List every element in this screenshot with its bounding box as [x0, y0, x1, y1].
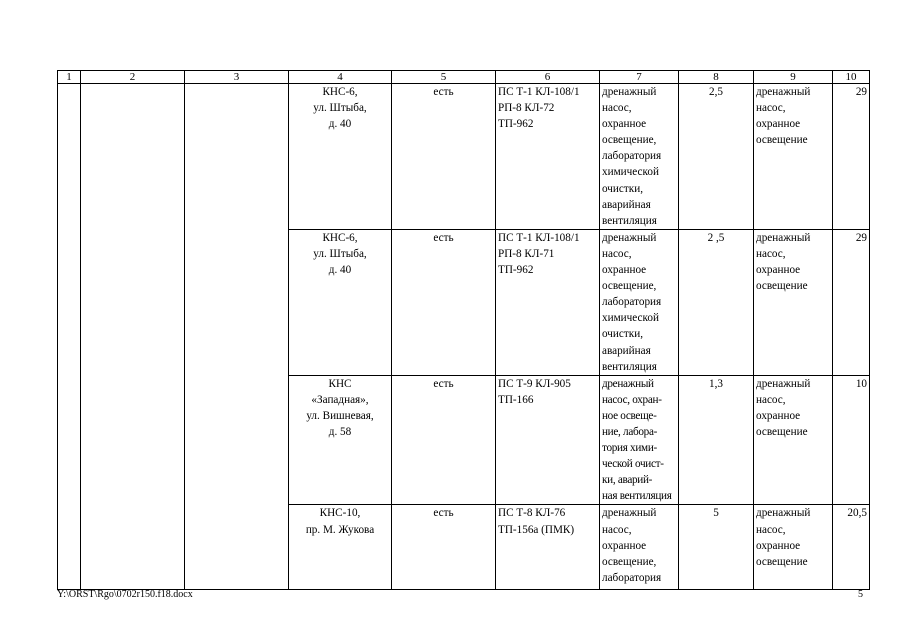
- cell-backup-consumers-line: дренажный: [756, 86, 811, 98]
- cell-consumers: [600, 375, 679, 505]
- cell-backup-consumers-line: освещение: [756, 280, 808, 293]
- cell-consumers-line: дренажный: [602, 86, 657, 98]
- cell-power-source: [496, 505, 600, 590]
- header-cell-2: 2: [81, 71, 185, 84]
- cell-power-source-line: ПС Т-8 КЛ-76: [498, 507, 566, 520]
- cell-consumers-line: ки, аварий-: [602, 474, 653, 487]
- cell-consumers-line: лаборатория: [602, 571, 662, 584]
- cell-backup-consumers: [754, 375, 833, 505]
- cell-consumers-line: ное освеще-: [602, 409, 657, 422]
- header-cell-5: 5: [392, 71, 496, 84]
- cell-consumers-line: охранное: [602, 118, 647, 131]
- cell-backup-consumers-line: насос,: [756, 393, 786, 406]
- cell-backup-consumers: [754, 505, 833, 590]
- cell-total-value: 20,5: [833, 505, 870, 590]
- cell-object: [289, 375, 392, 505]
- cell-object-line: д. 40: [328, 264, 352, 277]
- cell-consumers-line: охранное: [602, 539, 647, 552]
- cell-object-line: ул. Вишневая,: [306, 409, 374, 422]
- cell-consumers-line: дренажный: [602, 377, 654, 390]
- cell-consumers-line: тория хими-: [602, 442, 657, 455]
- header-cell-1: 1: [58, 71, 81, 84]
- cell-consumers-line: охранное: [602, 264, 647, 277]
- header-cell-8: 8: [679, 71, 754, 84]
- cell-total-value: 10: [833, 375, 870, 505]
- cell-power-source-line: ТП-962: [498, 118, 534, 131]
- cell-consumers-line: насос,: [602, 247, 632, 260]
- cell-backup-consumers-line: дренажный: [756, 377, 811, 390]
- cell-power-source-line: ТП-156а (ПМК): [498, 523, 575, 536]
- cell-consumers-line: дренажный: [602, 507, 657, 520]
- cell-backup-consumers-line: насос,: [756, 523, 786, 536]
- cell-object: [289, 229, 392, 375]
- header-cell-6: 6: [496, 71, 600, 84]
- cell-consumers-line: насос, охран-: [602, 393, 662, 406]
- cell-power-source-line: ПС Т-1 КЛ-108/1: [498, 86, 580, 98]
- header-cell-7: 7: [600, 71, 679, 84]
- cell-backup-consumers-line: охранное: [756, 409, 801, 422]
- header-cell-9: 9: [754, 71, 833, 84]
- cell-backup-consumers-line: насос,: [756, 247, 786, 260]
- cell-consumers-line: вентиляция: [602, 214, 657, 227]
- cell-availability: есть: [392, 375, 496, 505]
- cell-power-value: 2 ,5: [679, 229, 754, 375]
- cell-consumers-line: аварийная: [602, 344, 651, 357]
- table-row: [58, 84, 870, 230]
- cell-consumers-line: освещение,: [602, 280, 657, 293]
- cell-object-line: д. 58: [328, 425, 352, 438]
- cell-total-value: 29: [833, 229, 870, 375]
- cell-backup-consumers-line: освещение: [756, 134, 808, 147]
- cell-backup-consumers: [754, 229, 833, 375]
- empty-cell-col2: [81, 84, 185, 590]
- cell-consumers-line: насос,: [602, 523, 632, 536]
- cell-power-source-line: ПС Т-9 КЛ-905: [498, 377, 571, 390]
- cell-consumers-line: освещение,: [602, 555, 657, 568]
- cell-power-source: [496, 375, 600, 505]
- cell-consumers: [600, 505, 679, 590]
- cell-object-line: КНС-10,: [319, 507, 361, 520]
- cell-power-value: 1,3: [679, 375, 754, 505]
- cell-object-line: КНС-6,: [322, 231, 358, 244]
- cell-backup-consumers-line: освещение: [756, 425, 808, 438]
- header-cell-4: 4: [289, 71, 392, 84]
- cell-consumers-line: ная вентиляция: [602, 490, 672, 503]
- cell-object-line: д. 40: [328, 118, 352, 131]
- cell-consumers-line: лаборатория: [602, 150, 662, 163]
- cell-consumers-line: химической: [602, 312, 659, 325]
- footer-file-path: Y:\ORST\Rgo\0702r150.f18.docx: [57, 589, 193, 600]
- empty-cell-col1: [58, 84, 81, 590]
- cell-consumers-line: ческой очист-: [602, 458, 664, 471]
- cell-object-line: пр. М. Жукова: [305, 523, 375, 536]
- cell-object: [289, 84, 392, 230]
- cell-backup-consumers: [754, 84, 833, 230]
- cell-power-value: 5: [679, 505, 754, 590]
- cell-backup-consumers-line: охранное: [756, 264, 801, 277]
- cell-backup-consumers-line: дренажный: [756, 231, 811, 244]
- data-table: [57, 70, 870, 590]
- footer-page-number: 5: [858, 589, 863, 600]
- cell-backup-consumers-line: охранное: [756, 118, 801, 131]
- cell-consumers-line: освещение,: [602, 134, 657, 147]
- empty-cell-col3: [185, 84, 289, 590]
- cell-backup-consumers-line: охранное: [756, 539, 801, 552]
- header-row: [58, 71, 870, 84]
- cell-power-source-line: ТП-166: [498, 393, 534, 406]
- cell-object-line: КНС: [328, 377, 352, 390]
- cell-power-source-line: ТП-962: [498, 264, 534, 277]
- cell-backup-consumers-line: освещение: [756, 555, 808, 568]
- cell-consumers-line: лаборатория: [602, 296, 662, 309]
- cell-power-source: [496, 229, 600, 375]
- cell-power-source-line: РП-8 КЛ-72: [498, 102, 555, 115]
- cell-consumers-line: насос,: [602, 102, 632, 115]
- cell-power-source-line: ПС Т-1 КЛ-108/1: [498, 231, 580, 244]
- cell-object-line: ул. Штыба,: [313, 102, 367, 115]
- cell-consumers: [600, 84, 679, 230]
- header-cell-10: 10: [833, 71, 870, 84]
- cell-availability: есть: [392, 229, 496, 375]
- cell-consumers-line: химической: [602, 166, 659, 179]
- cell-availability: есть: [392, 84, 496, 230]
- header-cell-3: 3: [185, 71, 289, 84]
- cell-availability: есть: [392, 505, 496, 590]
- cell-consumers-line: вентиляция: [602, 360, 657, 373]
- cell-object-line: КНС-6,: [322, 86, 358, 98]
- cell-power-source: [496, 84, 600, 230]
- cell-object-line: «Западная»,: [311, 393, 369, 406]
- cell-backup-consumers-line: насос,: [756, 102, 786, 115]
- cell-consumers: [600, 229, 679, 375]
- cell-consumers-line: дренажный: [602, 231, 657, 244]
- cell-consumers-line: аварийная: [602, 198, 651, 211]
- cell-consumers-line: очистки,: [602, 328, 643, 341]
- cell-backup-consumers-line: дренажный: [756, 507, 811, 520]
- cell-power-source-line: РП-8 КЛ-71: [498, 247, 555, 260]
- cell-consumers-line: очистки,: [602, 182, 643, 195]
- cell-consumers-line: ние, лабора-: [602, 425, 658, 438]
- cell-object-line: ул. Штыба,: [313, 247, 367, 260]
- cell-total-value: 29: [833, 84, 870, 230]
- cell-object: [289, 505, 392, 590]
- cell-power-value: 2,5: [679, 84, 754, 230]
